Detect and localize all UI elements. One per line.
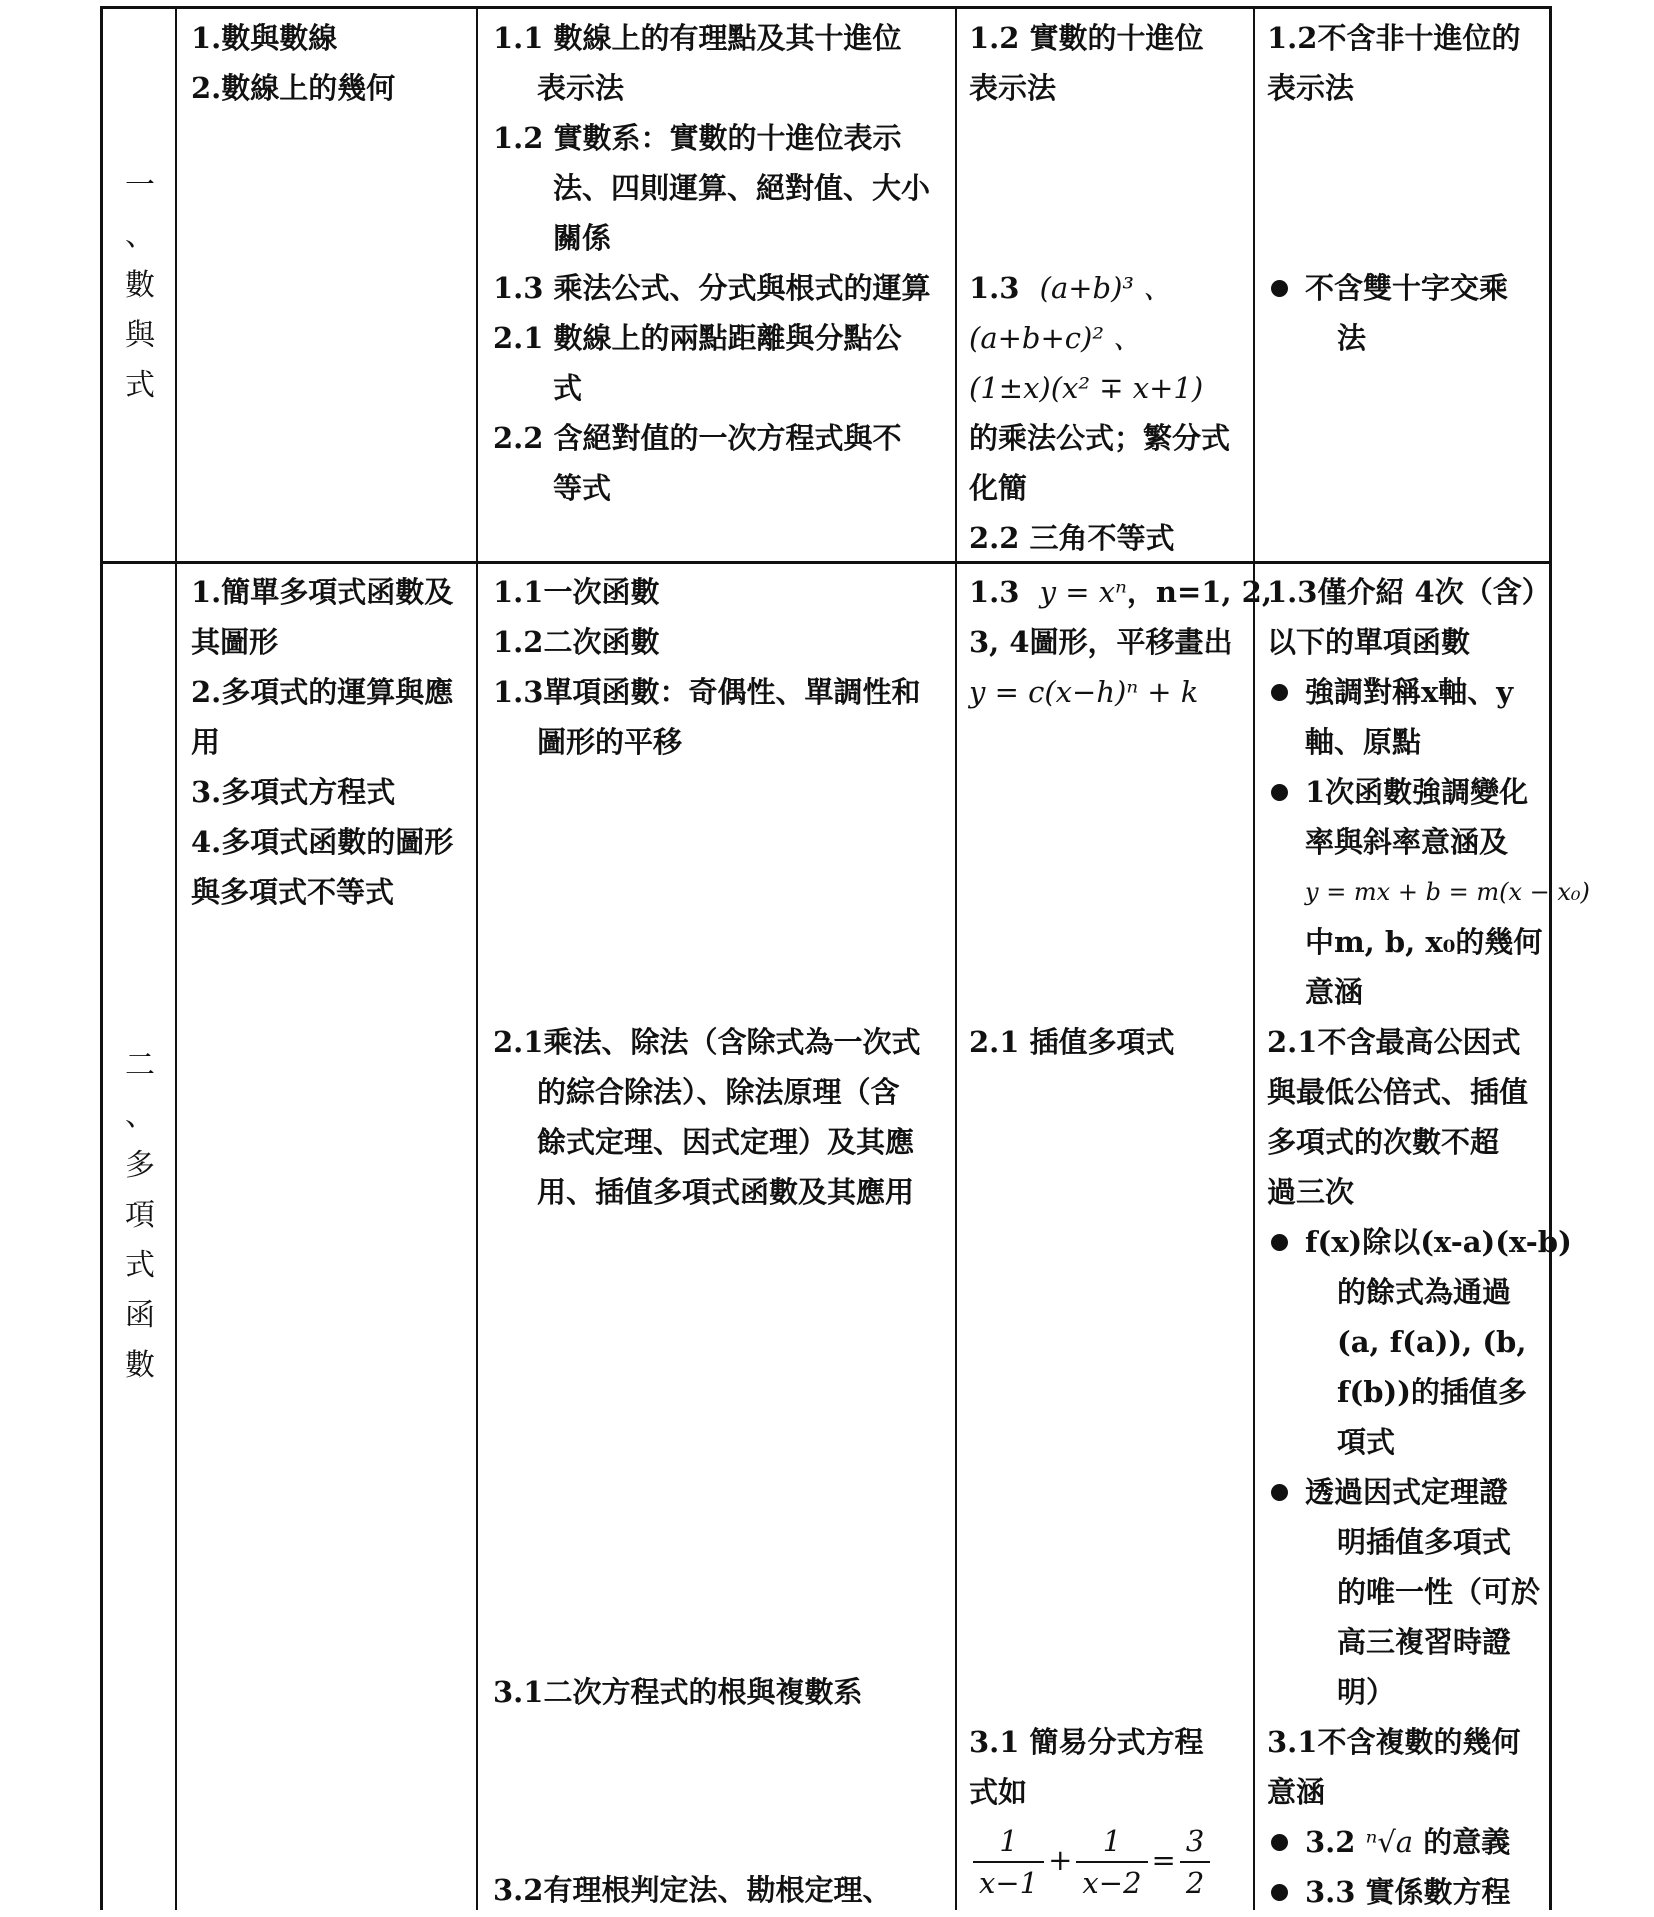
section-1-remarks: 1.2不含非十進位的 表示法 不含雙十字交乘 法: [1267, 21, 1521, 355]
section-2-remarks-a: 1.3僅介紹 4次（含） 以下的單項函數 強調對稱x軸、y 軸、原點 1次函數強調變化 率與斜率意涵及 y = mx + b = m(x − x₀) 中m, b, x₀的幾何 意涵: [1267, 575, 1590, 1009]
section-2-content-a: 1.1一次函數 1.2二次函數 1.3單項函數：奇偶性、單調性和 圖形的平移: [493, 575, 921, 759]
section-2-topics: 1.簡單多項式函數及 其圖形 2.多項式的運算與應 用 3.多項式方程式 4.多項式函數的圖形 與多項式不等式: [191, 575, 454, 909]
section-2-remarks-b: 2.1不含最高公因式 與最低公倍式、插值 多項式的次數不超 過三次 f(x)除以(x-a)(x-b) 的餘式為通過 (a, f(a)), (b, f(b))的插值多 項式 透過因式定理證 明插值多項式 的唯一性（可於 高三複習時證 明） 3.1不含複數的幾何 意涵 3.2 ⁿ√a 的意義 3.3 實係數方程: [1267, 1017, 1572, 1917]
section-2-notes-a: 1.3 y = xⁿ，n=1, 2, 3, 4圖形，平移畫出 y = c(x−h)ⁿ + k: [969, 567, 1272, 717]
section-2-content-d: 3.2有理根判定法、勘根定理、: [493, 1873, 892, 1907]
formula-a-plus-b-cubed: (a+b)³ 、: [1039, 271, 1173, 305]
formula-a-plus-b-plus-c-squared: (a+b+c)² 、: [969, 321, 1143, 355]
section-1-content: 1.1 數線上的有理點及其十進位 表示法 1.2 實數系：實數的十進位表示 法、四則運算、絕對值、大小 關係 1.3 乘法公式、分式與根式的運算 2.1 數線上的兩點距離與分點公 式 2.2 含絕對值的一次方程式與不 等式: [493, 21, 931, 505]
section-label-2: 二 、 多 項 式 函 數: [125, 1048, 155, 1383]
bullet-item: 透過因式定理證: [1267, 1467, 1572, 1517]
formula-sum-of-cubes: (1±x)(x² ∓ x+1): [969, 371, 1204, 405]
formula-nth-root: ⁿ√a: [1365, 1825, 1414, 1859]
formula-point-slope: y = mx + b = m(x − x₀): [1305, 878, 1590, 906]
curriculum-table: [100, 6, 1590, 1910]
section-label-1: 一 、 數 與 式: [125, 168, 155, 403]
bullet-item: f(x)除以(x-a)(x-b): [1267, 1217, 1572, 1267]
row-divider: [103, 561, 1549, 564]
fraction-equation: $\frac{1}{x-1}$ + $\frac{1}{x-2}$ = $\frac{3}{2}$: [969, 1821, 1214, 1903]
column-divider: [476, 9, 478, 1910]
bullet-item: 1次函數強調變化: [1267, 767, 1590, 817]
bullet-item: 強調對稱x軸、y: [1267, 667, 1590, 717]
section-2-content-b: 2.1乘法、除法（含除式為一次式 的綜合除法）、除法原理（含 餘式定理、因式定理）及其應 用、插值多項式函數及其應用: [493, 1025, 921, 1209]
section-1-topics: 1.數與數線 2.數線上的幾何: [191, 21, 396, 105]
column-divider: [1253, 9, 1255, 1910]
formula-power-function: y = xⁿ: [1039, 575, 1127, 609]
bullet-item: 不含雙十字交乘: [1267, 263, 1520, 313]
bullet-item: 3.2 ⁿ√a 的意義: [1267, 1817, 1572, 1867]
section-2-content-c: 3.1二次方程式的根與複數系: [493, 1675, 863, 1709]
section-2-notes-c: 3.1 簡易分式方程 式如 $\frac{1}{x-1}$ + $\frac{1}{x-2}$ = $\frac{3}{2}$: [969, 1717, 1214, 1903]
section-1-notes: 1.2 實數的十進位 表示法 1.3 (a+b)³ 、 (a+b+c)² 、 (1±x)(x² ∓ x+1) 的乘法公式；繁分式 化簡 2.2 三角不等式: [969, 21, 1231, 555]
bullet-item: 3.3 實係數方程: [1267, 1867, 1572, 1917]
formula-shifted-power-function: y = c(x−h)ⁿ + k: [969, 675, 1199, 709]
section-2-notes-b: 2.1 插值多項式: [969, 1025, 1175, 1059]
column-divider: [955, 9, 957, 1910]
